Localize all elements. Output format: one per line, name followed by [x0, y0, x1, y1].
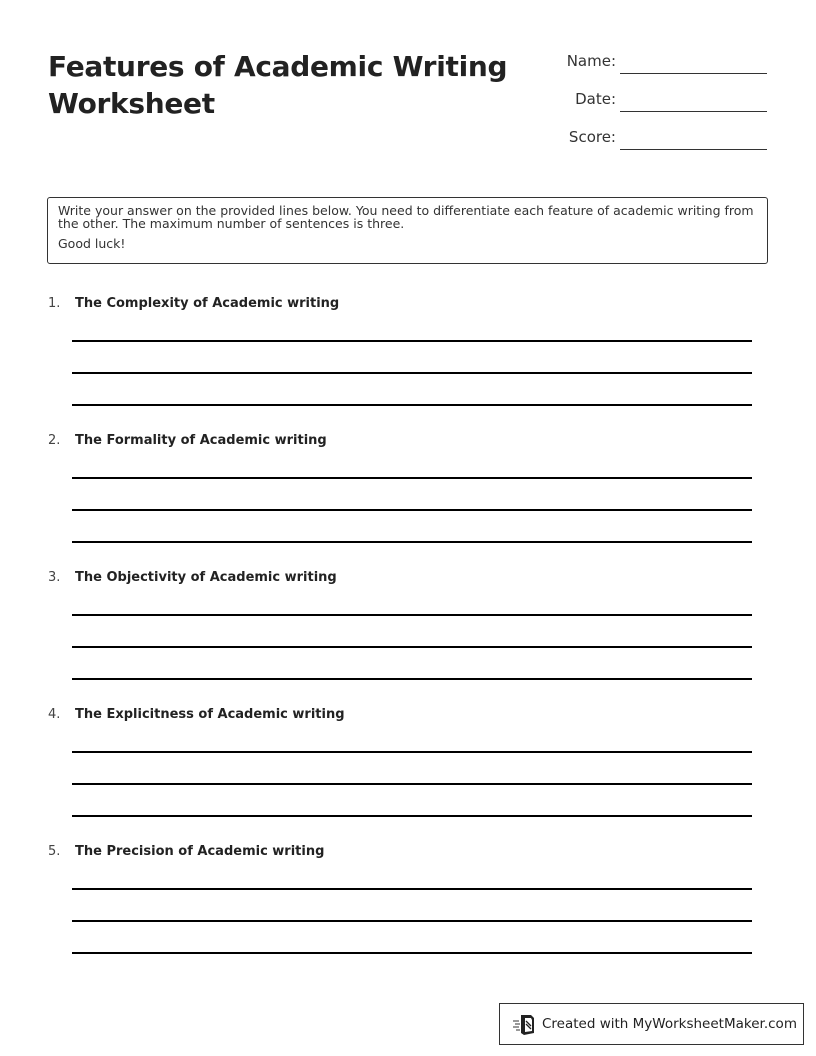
question-5 [48, 844, 768, 964]
answer-line[interactable] [72, 541, 752, 543]
question-number: 1. [48, 296, 61, 311]
score-input-line[interactable] [620, 149, 767, 150]
question-text: The Complexity of Academic writing [75, 296, 340, 311]
question-1 [48, 296, 768, 416]
question-number: 4. [48, 707, 61, 722]
score-field[interactable] [540, 126, 768, 152]
answer-line[interactable] [72, 372, 752, 374]
name-label: Name: [566, 52, 616, 70]
date-label: Date: [575, 90, 616, 108]
instructions-text: Write your answer on the provided lines below. You need to differentiate each feature of academic writing from the other. The maximum number of sentences is three. [58, 203, 754, 231]
answer-line[interactable] [72, 888, 752, 890]
question-text: The Objectivity of Academic writing [75, 570, 337, 585]
date-field[interactable] [540, 88, 768, 114]
name-field[interactable] [540, 50, 768, 76]
instructions-closing: Good luck! [58, 236, 126, 251]
answer-line[interactable] [72, 678, 752, 680]
question-4 [48, 707, 768, 827]
question-text: The Explicitness of Academic writing [75, 707, 345, 722]
answer-line[interactable] [72, 477, 752, 479]
answer-line[interactable] [72, 783, 752, 785]
answer-line[interactable] [72, 404, 752, 406]
answer-line[interactable] [72, 646, 752, 648]
answer-line[interactable] [72, 509, 752, 511]
answer-line[interactable] [72, 920, 752, 922]
question-text: The Formality of Academic writing [75, 433, 327, 448]
question-text: The Precision of Academic writing [75, 844, 325, 859]
footer-badge[interactable] [499, 1003, 804, 1045]
date-input-line[interactable] [620, 111, 767, 112]
instructions-box [47, 197, 768, 264]
question-2 [48, 433, 768, 553]
footer-credit-text: Created with MyWorksheetMaker.com [542, 1016, 797, 1032]
worksheet-maker-logo-icon [512, 1012, 536, 1036]
answer-line[interactable] [72, 751, 752, 753]
answer-line[interactable] [72, 614, 752, 616]
question-number: 5. [48, 844, 61, 859]
question-number: 3. [48, 570, 61, 585]
answer-line[interactable] [72, 815, 752, 817]
score-label: Score: [568, 128, 616, 146]
answer-line[interactable] [72, 340, 752, 342]
worksheet-title: Features of Academic Writing Worksheet [48, 50, 508, 120]
answer-line[interactable] [72, 952, 752, 954]
name-input-line[interactable] [620, 73, 767, 74]
question-3 [48, 570, 768, 690]
question-number: 2. [48, 433, 61, 448]
